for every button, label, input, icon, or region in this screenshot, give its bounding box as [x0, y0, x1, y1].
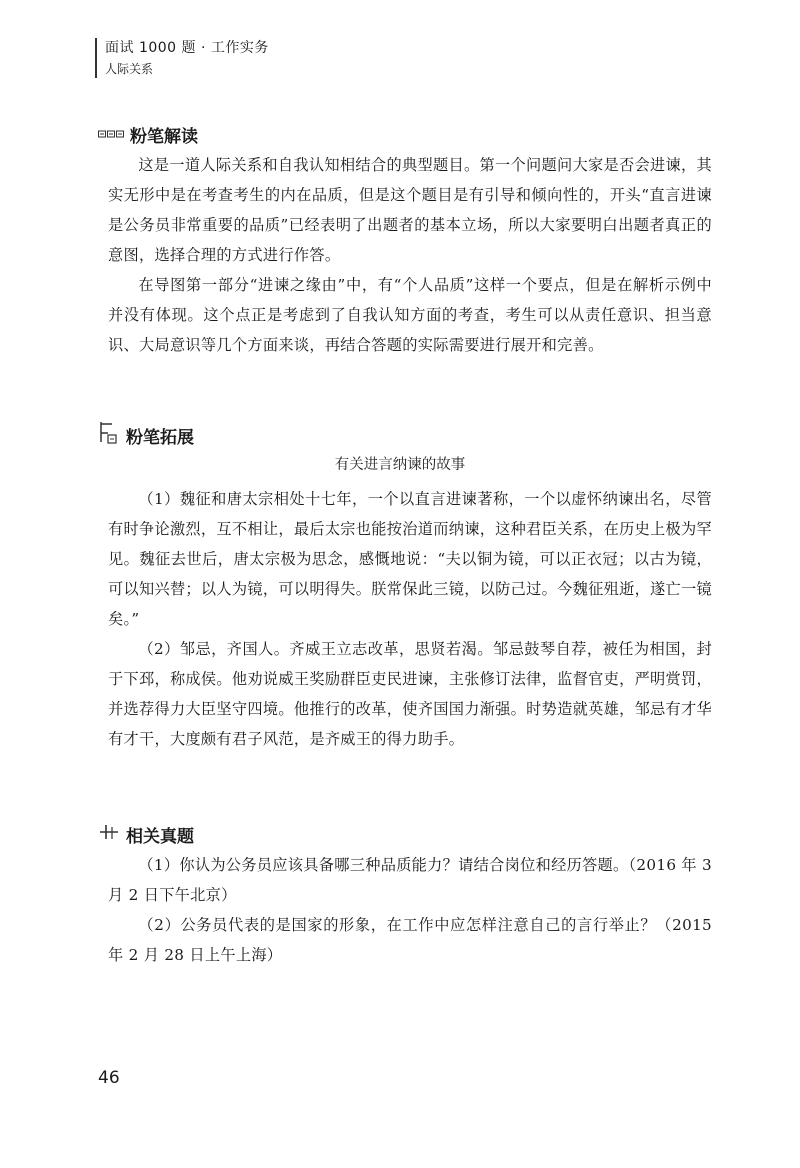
extension-heading [98, 420, 194, 451]
running-header [95, 38, 269, 78]
page-number: 46 [98, 1068, 120, 1088]
story-paragraph-2: （2）邹忌，齐国人。齐威王立志改革，思贤若渴。邹忌鼓琴自荐，被任为相国，封于下邳，称成侯。他劝说威王奖励群臣吏民进谏，主张修订法律，监督官吏，严明赏罚，并选荐得力大臣坚守四境。他推行的改革，使齐国国力渐强。时势造就英雄，邹忌有才华有才干，大度颇有君子风范，是齐威王的得力助手。 [108, 640, 713, 748]
extension-title: 粉笔拓展 [126, 428, 194, 448]
interpretation-paragraph-1: 这是一道人际关系和自我认知相结合的典型题目。第一个问题问大家是否会进谏，其实无形中是在考查考生的内在品质，但是这个题目是有引导和倾向性的，开头“直言进谏是公务员非常重要的品质”已经表明了出题者的基本立场，所以大家要明白出题者真正的意图，选择合理的方式进行作答。 [108, 156, 712, 264]
extension-body [108, 484, 712, 754]
related-body [108, 850, 712, 970]
story-paragraph-1: （1）魏征和唐太宗相处十七年，一个以直言进谏著称，一个以虚怀纳谏出名，尽管有时争论激烈，互不相让，最后太宗也能按治道而纳谏，这种君臣关系，在历史上极为罕见。魏征去世后，唐太宗极为思念，感慨地说：“夫以铜为镜，可以正衣冠；以古为镜，可以知兴替；以人为镜，可以明得失。朕常保此三镜，以防己过。今魏征殂逝，遂亡一镜矣。” [108, 490, 713, 628]
related-question-2: （2）公务员代表的是国家的形象，在工作中应怎样注意自己的言行举止？（2015 年 2 月 28 日上午上海） [108, 916, 712, 964]
story-title: 有关进言纳谏的故事 [334, 457, 466, 473]
interpretation-heading [98, 122, 198, 147]
chapter-name: 人际关系 [105, 62, 154, 76]
interpretation-body [108, 150, 712, 360]
dots-row-icon [98, 125, 124, 145]
interpretation-paragraph-2: 在导图第一部分“进谏之缘由”中，有“个人品质”这样一个要点，但是在解析示例中并没有体现。这个点正是考虑到了自我认知方面的考查，考生可以从责任意识、担当意识、大局意识等几个方面来谈，再结合答题的实际需要进行展开和完善。 [108, 276, 712, 354]
book-title: 面试 1000 题 · 工作实务 [105, 40, 269, 56]
interpretation-title: 粉笔解读 [130, 127, 198, 147]
related-title: 相关真题 [126, 827, 194, 847]
cross-mark-icon [98, 823, 120, 846]
branch-box-icon [98, 420, 120, 451]
related-heading [98, 822, 194, 847]
related-question-1: （1）你认为公务员应该具备哪三种品质能力？请结合岗位和经历答题。（2016 年 3 月 2 日下午北京） [108, 856, 712, 904]
